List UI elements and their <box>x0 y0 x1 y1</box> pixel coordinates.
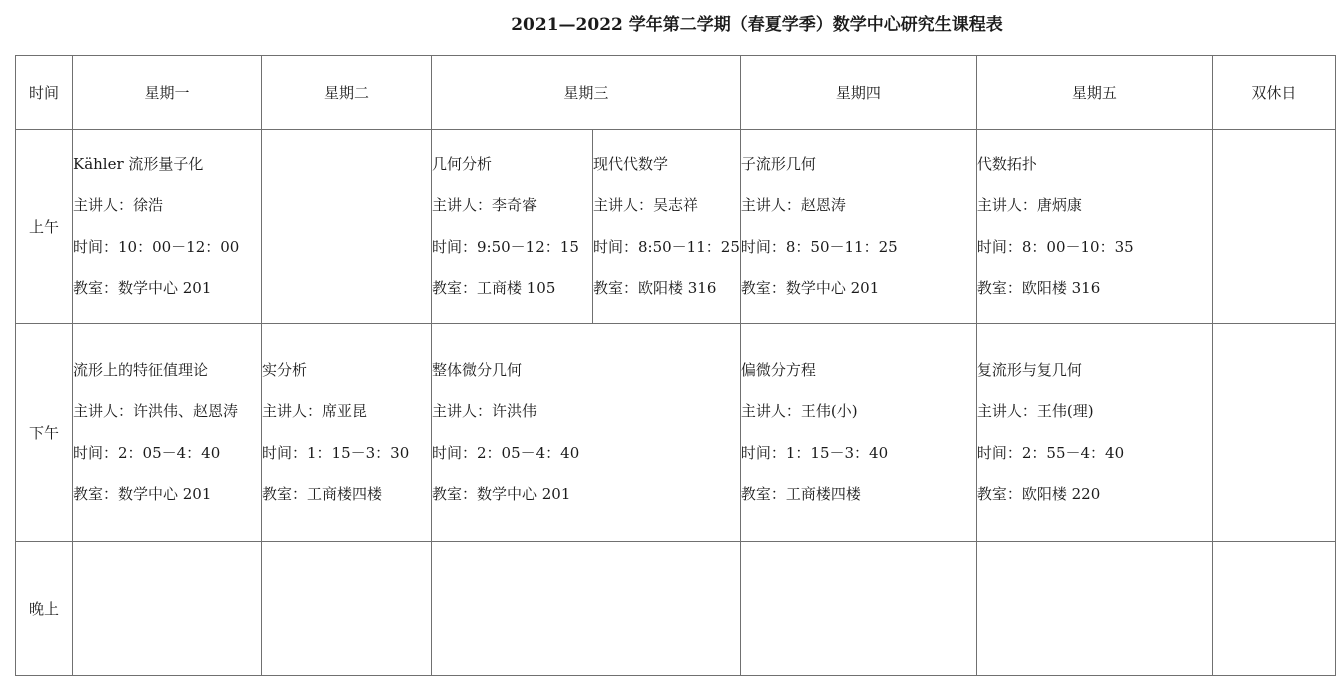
course-time: 时间：1：15－3：30 <box>262 443 410 462</box>
course-room: 教室：欧阳楼 316 <box>976 279 1101 297</box>
header-wednesday: 星期三 <box>432 56 741 130</box>
header-friday: 星期五 <box>976 56 1212 130</box>
header-monday: 星期一 <box>73 56 262 130</box>
course-time: 时间：2：55－4：40 <box>976 443 1125 462</box>
course-teacher: 主讲人：席亚昆 <box>262 402 368 420</box>
morning-row <box>16 130 1336 324</box>
course-name: Kähler 流形量子化 <box>73 154 204 173</box>
course-time: 时间：2：05－4：40 <box>73 443 221 462</box>
course-time: 时间：9:50－12：15 <box>432 237 579 256</box>
course-cell <box>432 130 593 324</box>
empty-cell <box>73 542 262 676</box>
course-time: 时间：8：50－11：25 <box>740 237 898 256</box>
course-room: 教室：数学中心 201 <box>432 485 571 503</box>
course-room: 教室：欧阳楼 316 <box>593 279 717 297</box>
course-name: 复流形与复几何 <box>976 360 1082 379</box>
course-teacher: 主讲人：许洪伟 <box>432 402 538 420</box>
course-time: 时间：10：00－12：00 <box>73 237 240 256</box>
course-name: 现代代数学 <box>593 154 669 173</box>
course-name: 偏微分方程 <box>740 360 816 379</box>
course-cell <box>976 130 1212 324</box>
course-room: 教室：工商楼四楼 <box>740 485 861 503</box>
evening-row <box>16 542 1336 676</box>
empty-cell <box>976 542 1212 676</box>
afternoon-row <box>16 324 1336 542</box>
period-evening: 晚上 <box>16 542 73 676</box>
course-teacher: 主讲人：许洪伟、赵恩涛 <box>73 402 239 420</box>
course-name: 流形上的特征值理论 <box>73 360 209 379</box>
course-room: 教室：欧阳楼 220 <box>976 485 1101 503</box>
empty-cell <box>1212 542 1335 676</box>
course-room: 教室：数学中心 201 <box>73 279 212 297</box>
course-teacher: 主讲人：王伟(小) <box>740 402 858 420</box>
course-room: 教室：工商楼 105 <box>432 279 556 297</box>
course-cell <box>740 324 976 542</box>
course-cell <box>593 130 741 324</box>
header-tuesday: 星期二 <box>262 56 432 130</box>
empty-cell <box>740 542 976 676</box>
course-cell <box>262 324 432 542</box>
course-teacher: 主讲人：赵恩涛 <box>740 196 846 214</box>
page-title: 2021—2022 学年第二学期（春夏学季）数学中心研究生课程表 <box>511 15 1003 35</box>
empty-cell <box>1212 130 1335 324</box>
course-name: 子流形几何 <box>740 154 816 173</box>
course-cell <box>740 130 976 324</box>
course-time: 时间：2：05－4：40 <box>432 443 580 462</box>
period-morning: 上午 <box>16 130 73 324</box>
course-time: 时间：1：15－3：40 <box>740 443 889 462</box>
course-teacher: 主讲人：李奇睿 <box>432 196 538 214</box>
course-name: 实分析 <box>262 360 308 379</box>
course-name: 几何分析 <box>432 154 493 173</box>
course-time: 时间：8：00－10：35 <box>976 237 1134 256</box>
empty-cell <box>432 542 741 676</box>
course-room: 教室：工商楼四楼 <box>262 485 383 503</box>
course-teacher: 主讲人：唐炳康 <box>976 196 1082 214</box>
course-name: 代数拓扑 <box>976 154 1037 173</box>
course-room: 教室：数学中心 201 <box>740 279 880 297</box>
course-teacher: 主讲人：徐浩 <box>73 196 164 214</box>
header-thursday: 星期四 <box>740 56 976 130</box>
header-time: 时间 <box>16 56 73 130</box>
course-room: 教室：数学中心 201 <box>73 485 212 503</box>
course-cell <box>432 324 741 542</box>
period-afternoon: 下午 <box>16 324 73 542</box>
header-weekend: 双休日 <box>1212 56 1335 130</box>
course-name: 整体微分几何 <box>432 360 523 379</box>
course-time: 时间：8:50－11：25 <box>593 237 740 256</box>
empty-cell <box>1212 324 1335 542</box>
header-row <box>16 56 1336 130</box>
course-cell <box>73 324 262 542</box>
schedule-table <box>15 55 1336 676</box>
empty-cell <box>262 130 432 324</box>
course-cell <box>73 130 262 324</box>
empty-cell <box>262 542 432 676</box>
course-teacher: 主讲人：吴志祥 <box>593 196 699 214</box>
course-cell <box>976 324 1212 542</box>
course-teacher: 主讲人：王伟(理) <box>976 402 1094 420</box>
